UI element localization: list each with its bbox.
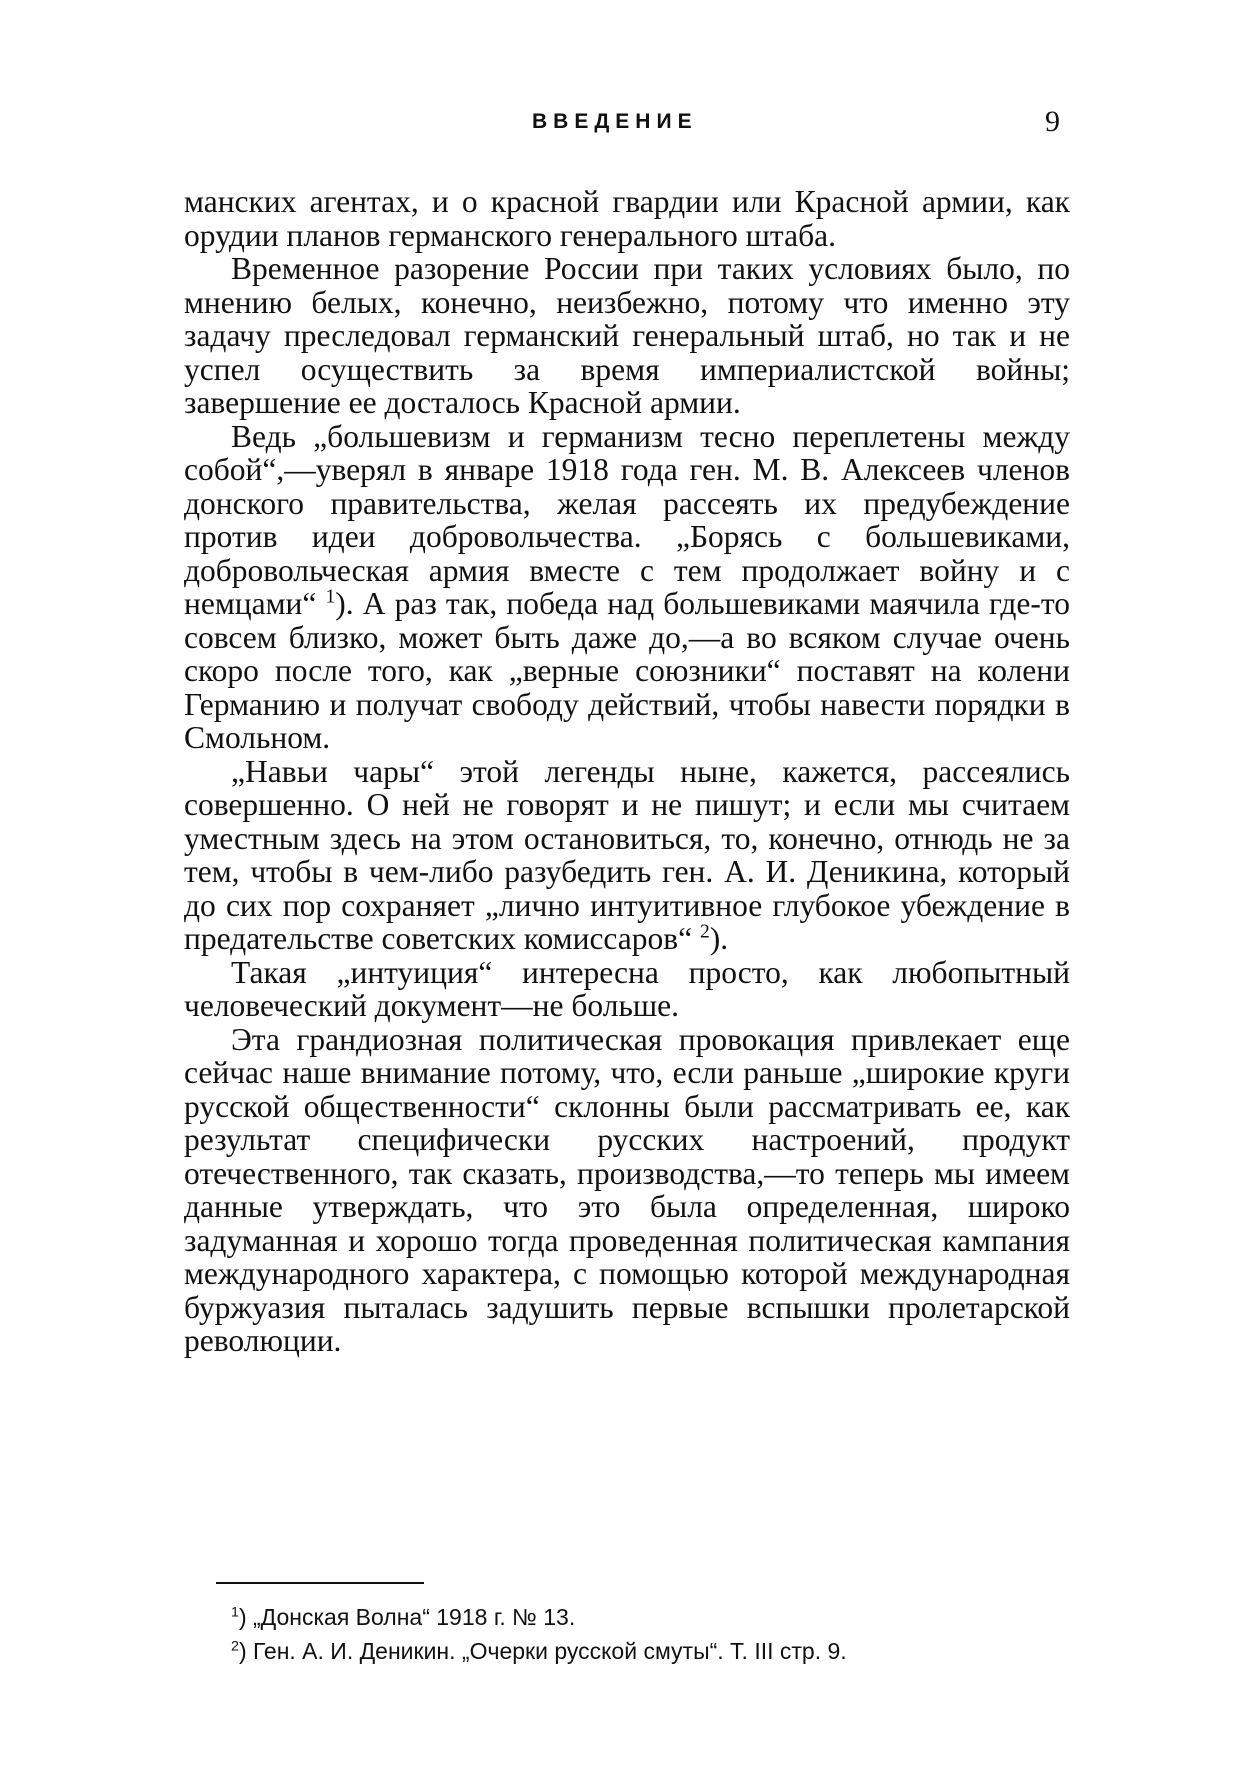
footnote-ref-2: 2 [700,921,710,943]
footnote-ref-1: 1 [325,586,336,608]
footnote-2-text: ) Ген. А. И. Деникин. „Очерки русской смуты“. Т. III стр. 9. [238,1638,847,1664]
paragraph-4-text-b: ). [709,921,729,956]
paragraph-1: манских агентах, и о красной гвардии или Красной армии, как орудии планов германского генерального штаба. [184,184,1070,253]
paragraph-6: Эта грандиозная политическая провокация привлекает еще сейчас наше внимание потому, что, если раньше „широкие круги русской общественности“ склонны были рассматривать ее, как результат специфически русских настроений, продукт отечественного, так сказать, производства,—то теперь мы имеем данные утверждать, что это была определенная, широко задуманная и хорошо тогда проведенная политическая кампания международного характера, с помощью которой международная буржуазия пыталась задушить первые вспышки пролетарской революции. [184,1021,1070,1358]
footnote-1-mark: 1 [231,1604,239,1621]
footnote-2 [231,1634,1051,1668]
footnote-1-text: ) „Донская Волна“ 1918 г. № 13. [238,1604,576,1630]
page-number: 9 [1045,105,1060,138]
paragraph-3-text-a: Ведь „большевизм и германизм тесно переплетены между собой“,—уверял в январе 1918 года ген. М. В. Алексеев членов донского правительства, желая рассеять их предубеждение против идеи добровольчества. „Борясь с большевиками, добровольческая армия вместе с тем продолжает войну и с немцами“ [184,418,1070,621]
running-title: ВВЕДЕНИЕ [532,110,698,133]
footnotes [231,1600,1051,1668]
paragraph-5: Такая „интуиция“ интересна просто, как любопытный человеческий документ—не больше. [184,954,1070,1023]
paragraph-3-text-b: ). А раз так, победа над большевиками маячила где-то совсем близко, может быть даже до,—а во всяком случае очень скоро после того, как „верные союзники“ поставят на колени Германию и получат свободу действий, чтобы навести порядки в Смольном. [184,586,1071,755]
paragraph-2: Временное разорение России при таких условиях было, по мнению белых, конечно, неизбежно, потому что именно эту задачу преследовал германский генеральный штаб, но так и не успел осуществить за время империалистской войны; завершение ее досталось Красной армии. [184,251,1070,420]
footnote-1 [231,1600,1051,1634]
paragraph-4-text-a: „Навьи чары“ этой легенды ныне, кажется, рассеялись совершенно. О ней не говорят и не пишут; и если мы считаем уместным здесь на этом остановиться, то, конечно, отнюдь не за тем, чтобы в чем-либо разубедить ген. А. И. Деникина, который до сих пор сохраняет „лично интуитивное глубокое убеждение в предательстве советских комиссаров“ [184,753,1070,956]
footnote-divider [216,1582,424,1584]
paragraph-4 [184,755,1070,956]
footnote-2-mark: 2 [231,1638,239,1655]
paragraph-3 [184,420,1070,755]
body-text [184,185,1070,1358]
